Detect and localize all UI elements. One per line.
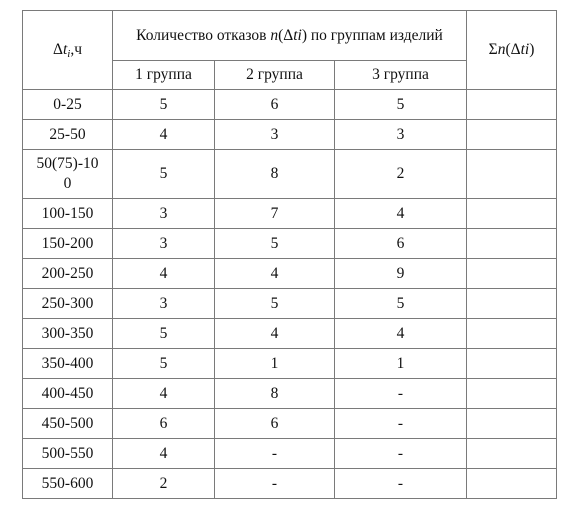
- table-row: [23, 349, 557, 379]
- interval-subscript: i: [67, 47, 71, 60]
- group-2-cell: -: [215, 439, 335, 469]
- sum-cell: [467, 379, 557, 409]
- group-3-cell: 6: [335, 229, 467, 259]
- interval-cell: 450-500: [23, 409, 113, 439]
- group-1-cell: 2: [113, 469, 215, 499]
- group-3-cell: -: [335, 379, 467, 409]
- sum-cell: [467, 409, 557, 439]
- table-row: [23, 120, 557, 150]
- sum-cell: [467, 90, 557, 120]
- interval-cell: 400-450: [23, 379, 113, 409]
- group-3-header: 3 группа: [335, 61, 467, 90]
- sum-cell: [467, 229, 557, 259]
- interval-symbol: Δ: [52, 40, 63, 58]
- interval-cell: 350-400: [23, 349, 113, 379]
- title-function: n: [270, 27, 279, 44]
- interval-cell: 250-300: [23, 289, 113, 319]
- sum-symbol: Σ: [488, 41, 498, 58]
- group-1-header: 1 группа: [113, 61, 215, 90]
- group-1-cell: 6: [113, 409, 215, 439]
- title-prefix: Количество отказов: [136, 27, 271, 44]
- sum-cell: [467, 289, 557, 319]
- table-row: [23, 259, 557, 289]
- group-3-cell: 1: [335, 349, 467, 379]
- sum-cell: [467, 469, 557, 499]
- group-3-cell: -: [335, 439, 467, 469]
- group-3-cell: -: [335, 469, 467, 499]
- group-1-cell: 4: [113, 120, 215, 150]
- group-3-cell: 4: [335, 199, 467, 229]
- group-2-cell: 1: [215, 349, 335, 379]
- group-2-cell: 7: [215, 199, 335, 229]
- group-1-cell: 5: [113, 319, 215, 349]
- sum-cell: [467, 259, 557, 289]
- group-2-cell: 4: [215, 319, 335, 349]
- table-row: [23, 379, 557, 409]
- sum-cell: [467, 150, 557, 199]
- group-1-cell: 5: [113, 150, 215, 199]
- group-3-cell: 5: [335, 90, 467, 120]
- interval-cell: 300-350: [23, 319, 113, 349]
- sum-cell: [467, 439, 557, 469]
- sum-cell: [467, 349, 557, 379]
- group-1-cell: 3: [113, 199, 215, 229]
- group-1-cell: 5: [113, 90, 215, 120]
- table-row: [23, 289, 557, 319]
- sum-arg-open: (Δ: [505, 41, 521, 58]
- title-arg-close: ): [301, 27, 308, 44]
- group-2-cell: 6: [215, 409, 335, 439]
- group-3-cell: 2: [335, 150, 467, 199]
- table-row: [23, 319, 557, 349]
- interval-cell: 500-550: [23, 439, 113, 469]
- group-1-cell: 4: [113, 259, 215, 289]
- group-2-cell: 8: [215, 379, 335, 409]
- group-2-cell: 4: [215, 259, 335, 289]
- sum-cell: [467, 319, 557, 349]
- interval-cell: [23, 150, 113, 199]
- interval-cell: 550-600: [23, 469, 113, 499]
- interval-cell: 25-50: [23, 120, 113, 150]
- interval-cell: 200-250: [23, 259, 113, 289]
- interval-column-header: [23, 11, 113, 90]
- sum-cell: [467, 120, 557, 150]
- group-3-cell: 9: [335, 259, 467, 289]
- group-2-cell: 5: [215, 289, 335, 319]
- group-3-cell: -: [335, 409, 467, 439]
- table-row: [23, 229, 557, 259]
- group-2-header: 2 группа: [215, 61, 335, 90]
- group-3-cell: 4: [335, 319, 467, 349]
- table-row: [23, 90, 557, 120]
- interval-cell: 0-25: [23, 90, 113, 120]
- interval-text-line-2: 0: [63, 175, 72, 192]
- group-1-cell: 4: [113, 439, 215, 469]
- interval-cell: 100-150: [23, 199, 113, 229]
- sum-column-header: [467, 11, 557, 90]
- interval-variable: t: [62, 40, 68, 58]
- group-1-cell: 5: [113, 349, 215, 379]
- table-row: [23, 150, 557, 199]
- group-2-cell: 3: [215, 120, 335, 150]
- sum-arg-close: ): [529, 41, 535, 58]
- group-3-cell: 5: [335, 289, 467, 319]
- interval-unit: ,ч: [70, 40, 82, 58]
- group-1-cell: 3: [113, 229, 215, 259]
- group-2-cell: 8: [215, 150, 335, 199]
- group-1-cell: 4: [113, 379, 215, 409]
- failure-count-title: [113, 11, 467, 61]
- interval-text-line-1: 50(75)-10: [36, 155, 99, 172]
- sum-cell: [467, 199, 557, 229]
- title-suffix: по группам изделий: [307, 27, 443, 44]
- group-2-cell: -: [215, 469, 335, 499]
- interval-cell: 150-200: [23, 229, 113, 259]
- failure-count-table: [22, 10, 557, 499]
- title-arg-variable: ti: [293, 27, 302, 44]
- group-2-cell: 5: [215, 229, 335, 259]
- table-row: [23, 469, 557, 499]
- table-row: [23, 199, 557, 229]
- sum-function: n: [497, 41, 506, 58]
- table-row: [23, 409, 557, 439]
- table-row: [23, 439, 557, 469]
- group-1-cell: 3: [113, 289, 215, 319]
- sum-arg-variable: ti: [520, 41, 530, 58]
- group-3-cell: 3: [335, 120, 467, 150]
- title-arg-open: (Δ: [278, 27, 294, 44]
- group-2-cell: 6: [215, 90, 335, 120]
